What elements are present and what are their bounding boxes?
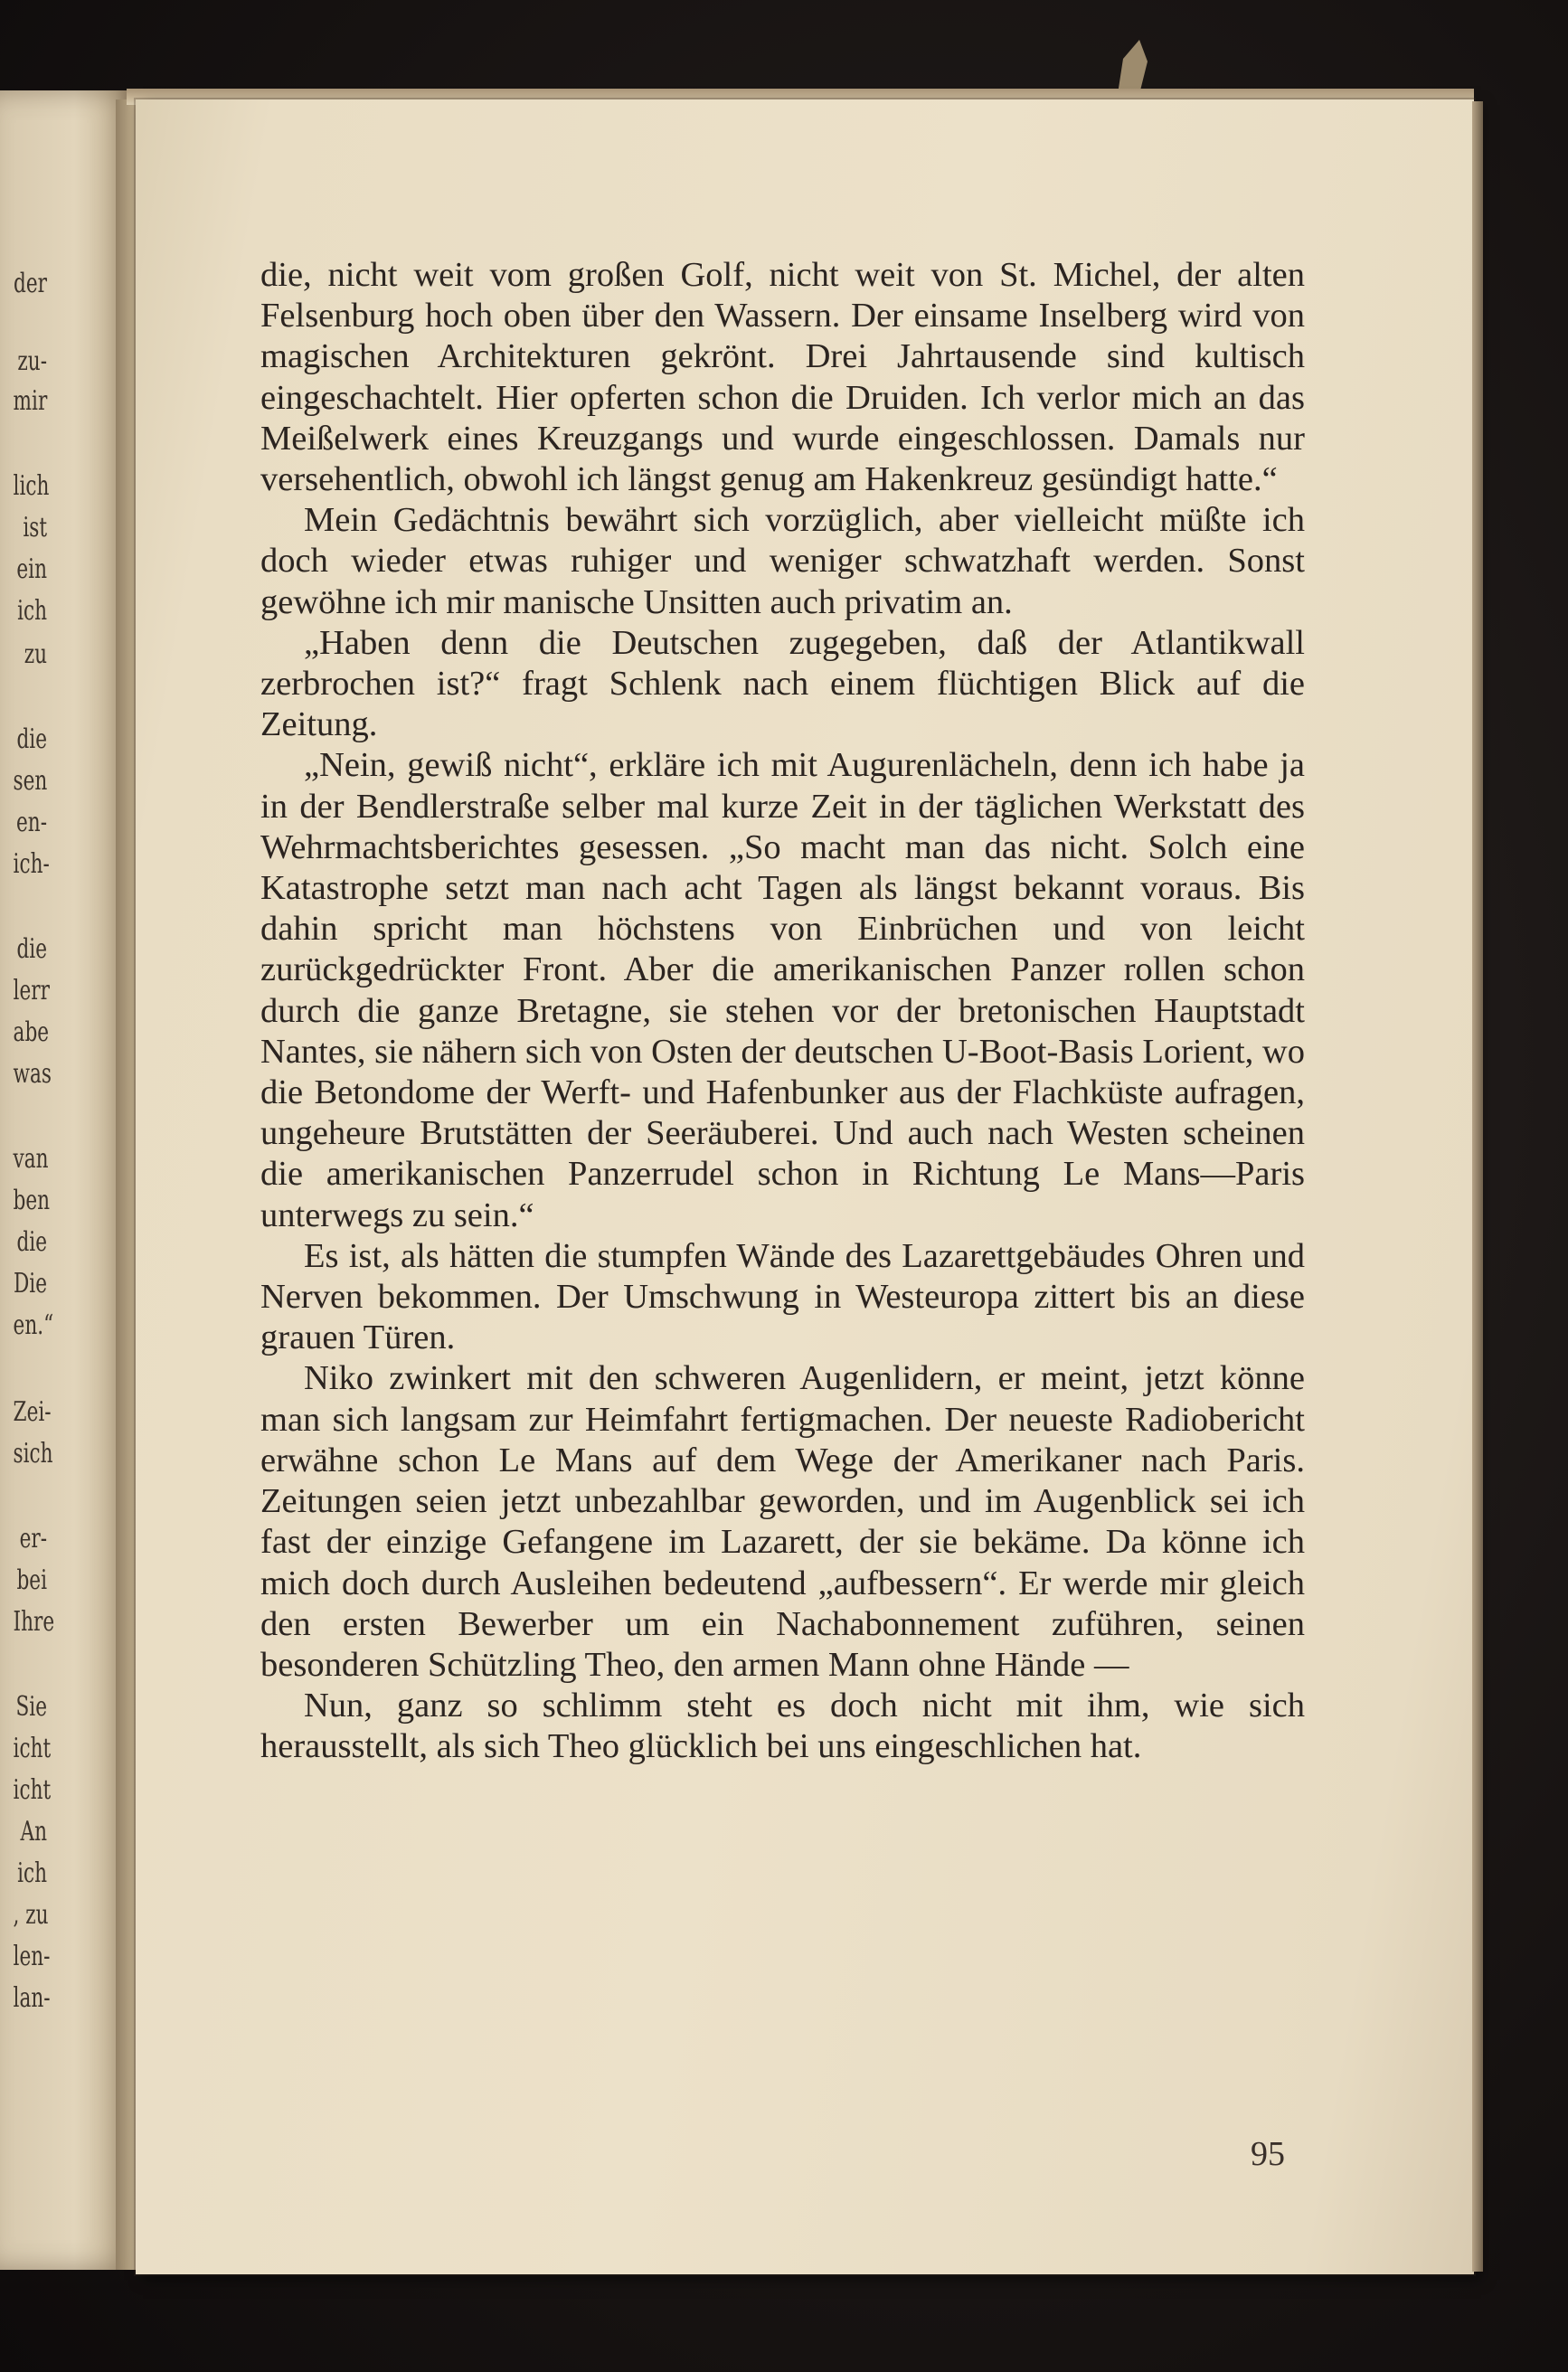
left-fragment: lan- xyxy=(13,1982,51,2014)
left-fragment: icht xyxy=(13,1733,52,1764)
left-fragment: Die xyxy=(13,1268,48,1299)
left-fragment: ben xyxy=(13,1185,51,1216)
left-fragment: ich xyxy=(17,1857,47,1889)
paragraph: „Nein, gewiß nicht“, erkläre ich mit Augurenlächeln, denn ich habe ja in der Bendlerstraße selber mal kurze Zeit in der täglichen Werkstatt des Wehrmachtsberichtes gesessen. „So macht man das nicht. Solch eine Katastrophe setzt man nach acht Tagen als längst bekannt voraus. Bis dahin spricht man höchstens von Einbrüchen und von leicht zurückgedrückter Front. Aber die amerikanischen Panzer rollen schon durch die ganze Bretagne, sie stehen vor der bretonischen Hauptstadt Nantes, sie nähern sich von Osten der deutschen U-Boot-Basis Lorient, wo die Betondome der Werft- und Hafenbunker aus der Flachküste aufragen, ungeheure Brutstätten der Seeräuberei. Und auch nach Westen scheinen die amerikanischen Panzerrudel schon in Richtung Le Mans—Paris unterwegs zu sein.“ xyxy=(260,746,1305,1234)
left-fragment: , zu xyxy=(13,1899,49,1931)
paragraph: die, nicht weit vom großen Golf, nicht weit von St. Michel, der alten Felsenburg hoch oben über den Wassern. Der einsame Inselberg wird von magischen Architekturen gekrönt. Drei Jahrtausende sind kultisch eingeschachtelt. Hier opferten schon die Druiden. Ich verlor mich an das Meißelwerk eines Kreuzgangs und wurde eingeschlossen. Damals nur versehentlich, obwohl ich längst genug am Hakenkreuz gesündigt hatte.“ xyxy=(260,256,1305,499)
page-right-edge xyxy=(1472,101,1483,2272)
left-fragment: die xyxy=(16,933,47,965)
left-fragment: lerr xyxy=(13,975,50,1006)
page-body-text xyxy=(260,255,1305,1768)
left-fragment: der xyxy=(14,268,48,299)
paragraph: Nun, ganz so schlimm steht es doch nicht mit ihm, wie sich herausstellt, als sich Theo glücklich bei uns eingeschlichen hat. xyxy=(260,1687,1305,1766)
paragraph: Mein Gedächtnis bewährt sich vorzüglich, aber vielleicht müßte ich doch wieder etwas ruhiger und weniger schwatzhaft werden. Sonst gewöhne ich mir manische Unsitten auch privatim an. xyxy=(260,501,1305,621)
paragraph: Niko zwinkert mit den schweren Augenlidern, er meint, jetzt könne man sich langsam zur Heimfahrt fertigmachen. Der neueste Radiobericht erwähne schon Le Mans auf dem Wege der Amerikaner nach Paris. Zeitungen seien jetzt unbezahlbar geworden, und im Augenblick sei ich fast der einzige Gefangene im Lazarett, der sie bekäme. Da könne ich mich doch durch Ausleihen bedeutend „aufbessern“. Er werde mir gleich den ersten Bewerber um ein Nachabonnement zuführen, seinen besonderen Schützling Theo, den armen Mann ohne Hände — xyxy=(260,1359,1305,1684)
left-fragment: sich xyxy=(13,1438,53,1470)
left-fragment: ich- xyxy=(13,848,50,880)
left-fragment: die xyxy=(16,723,47,755)
right-page xyxy=(136,99,1474,2274)
left-fragment: icht xyxy=(13,1774,52,1806)
left-fragment: Zei- xyxy=(13,1396,52,1428)
left-fragment: mir xyxy=(13,385,48,417)
left-fragment: ich xyxy=(17,595,47,627)
left-fragment: zu- xyxy=(17,345,47,377)
left-fragment: ist xyxy=(23,512,47,543)
left-fragment: sen xyxy=(13,765,48,797)
torn-page-corner xyxy=(1101,40,1156,94)
left-fragment: was xyxy=(13,1058,52,1090)
left-fragment: van xyxy=(13,1143,49,1175)
left-fragment: lich xyxy=(13,470,50,502)
left-fragment: ein xyxy=(16,553,47,585)
left-fragment: die xyxy=(16,1226,47,1258)
left-fragment: en- xyxy=(16,807,47,838)
left-fragment: bei xyxy=(16,1564,47,1596)
left-fragment: abe xyxy=(13,1016,50,1048)
paragraph: „Haben denn die Deutschen zugegeben, daß der Atlantikwall zerbrochen ist?“ fragt Schlenk nach einem flüchtigen Blick auf die Zeitung. xyxy=(260,623,1305,744)
left-fragment: en.“ xyxy=(13,1309,54,1341)
left-fragment: Sie xyxy=(15,1691,47,1723)
paragraph: Es ist, als hätten die stumpfen Wände des Lazarettgebäudes Ohren und Nerven bekommen. Der Umschwung in Westeuropa zittert bis an diese grauen Türen. xyxy=(260,1236,1305,1357)
page-number: 95 xyxy=(1251,2135,1285,2173)
left-fragment: Ihre xyxy=(13,1606,55,1638)
left-fragment: len- xyxy=(13,1941,51,1972)
left-fragment: er- xyxy=(19,1523,47,1555)
left-fragment: zu xyxy=(24,638,47,670)
left-fragment: An xyxy=(20,1816,47,1848)
